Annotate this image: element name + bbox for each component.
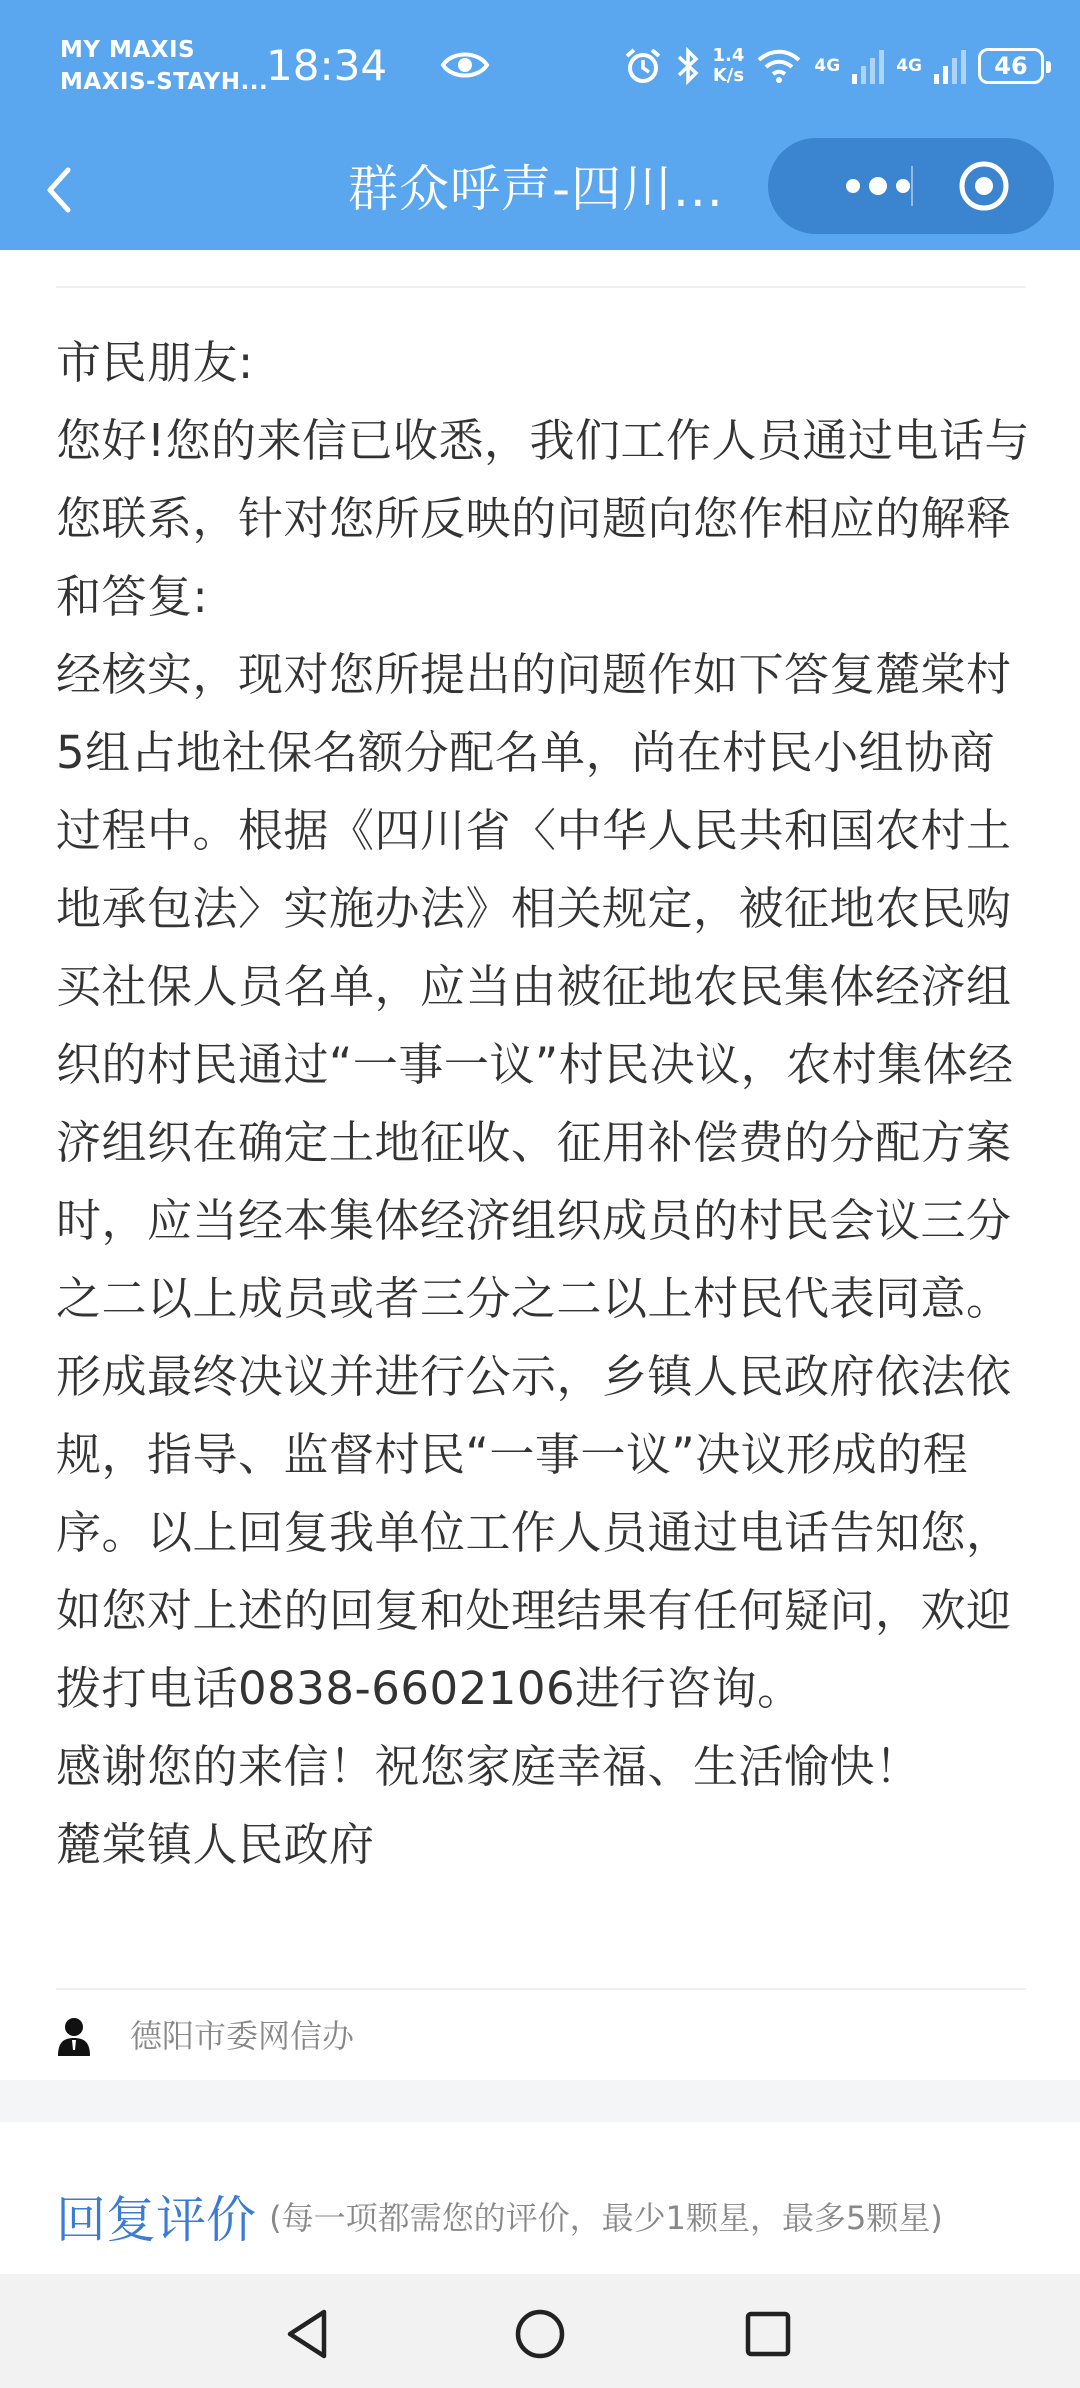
more-button[interactable] xyxy=(808,138,948,234)
network-speed-unit: K/s xyxy=(712,65,745,86)
status-icons xyxy=(623,40,1044,92)
network-type-1: 4G xyxy=(814,56,841,76)
eye-icon xyxy=(440,46,490,84)
circle-home-icon[interactable] xyxy=(510,2304,570,2364)
square-recent-icon[interactable] xyxy=(738,2304,798,2364)
status-bar xyxy=(0,0,1080,130)
reply-greeting: 市民朋友: xyxy=(56,336,254,389)
battery-indicator xyxy=(978,48,1044,84)
source-name: 德阳市委网信办 xyxy=(130,2017,355,2055)
rating-hint: (每一项都需您的评价，最少1颗星，最多5颗星) xyxy=(269,2199,943,2237)
reply-intro: 您好!您的来信已收悉，我们工作人员通过电话与您联系，针对您所反映的问题向您作相应的解释和答复: xyxy=(56,414,1031,623)
reply-thanks: 感谢您的来信！祝您家庭幸福、生活愉快！ xyxy=(56,1740,921,1793)
more-dots-icon xyxy=(843,176,913,196)
miniprogram-close-icon[interactable] xyxy=(958,160,1010,212)
section-gap xyxy=(0,2080,1080,2122)
status-time: 18:34 xyxy=(266,41,388,90)
nav-bar xyxy=(0,130,1080,250)
alarm-icon xyxy=(623,46,663,86)
wifi-icon xyxy=(756,48,802,84)
reply-signature: 麓棠镇人民政府 xyxy=(56,1818,375,1871)
signal-bars-icon xyxy=(852,48,884,84)
app-header xyxy=(0,0,1080,250)
signal-1 xyxy=(814,56,840,76)
miniprogram-capsule xyxy=(768,138,1054,234)
system-nav-bar xyxy=(0,2274,1080,2388)
user-icon xyxy=(56,2016,92,2056)
back-arrow-icon[interactable] xyxy=(40,160,80,220)
triangle-back-icon[interactable] xyxy=(280,2304,340,2364)
divider-top xyxy=(56,286,1026,288)
carrier-name: MY MAXIS xyxy=(60,37,196,63)
network-type-2: 4G xyxy=(896,56,922,76)
carrier-info xyxy=(60,34,268,98)
bluetooth-icon xyxy=(675,46,701,86)
source-row xyxy=(56,1976,1026,2096)
carrier-sub: MAXIS-STAYH... xyxy=(60,69,269,95)
signal-bars-2-icon xyxy=(934,48,966,84)
reply-body xyxy=(56,324,1034,1884)
page-title: 群众呼声-四川... xyxy=(348,160,724,218)
battery-level: 46 xyxy=(994,52,1028,80)
network-speed-value: 1.4 xyxy=(712,45,745,66)
rating-section xyxy=(56,2180,943,2252)
capsule-divider xyxy=(911,166,913,206)
reply-main: 经核实，现对您所提出的问题作如下答复麓棠村5组占地社保名额分配名单，尚在村民小组协商过程中。根据《四川省〈中华人民共和国农村土地承包法〉实施办法》相关规定，被征地农民购买社保人员名单，应当由被征地农民集体经济组织的村民通过“一事一议”村民决议，农村集体经济组织在确定土地征收、征用补偿费的分配方案时，应当经本集体经济组织成员的村民会议三分之二以上成员或者三分之二以上村民代表同意。形成最终决议并进行公示，乡镇人民政府依法依规，指导、监督村民“一事一议”决议形成的程序。以上回复我单位工作人员通过电话告知您，如您对上述的回复和处理结果有任何疑问，欢迎拨打电话0838-6602106进行咨询。 xyxy=(56,648,1014,1715)
signal-2 xyxy=(896,56,922,76)
rating-title: 回复评价 xyxy=(56,2191,256,2249)
network-speed xyxy=(713,46,745,86)
